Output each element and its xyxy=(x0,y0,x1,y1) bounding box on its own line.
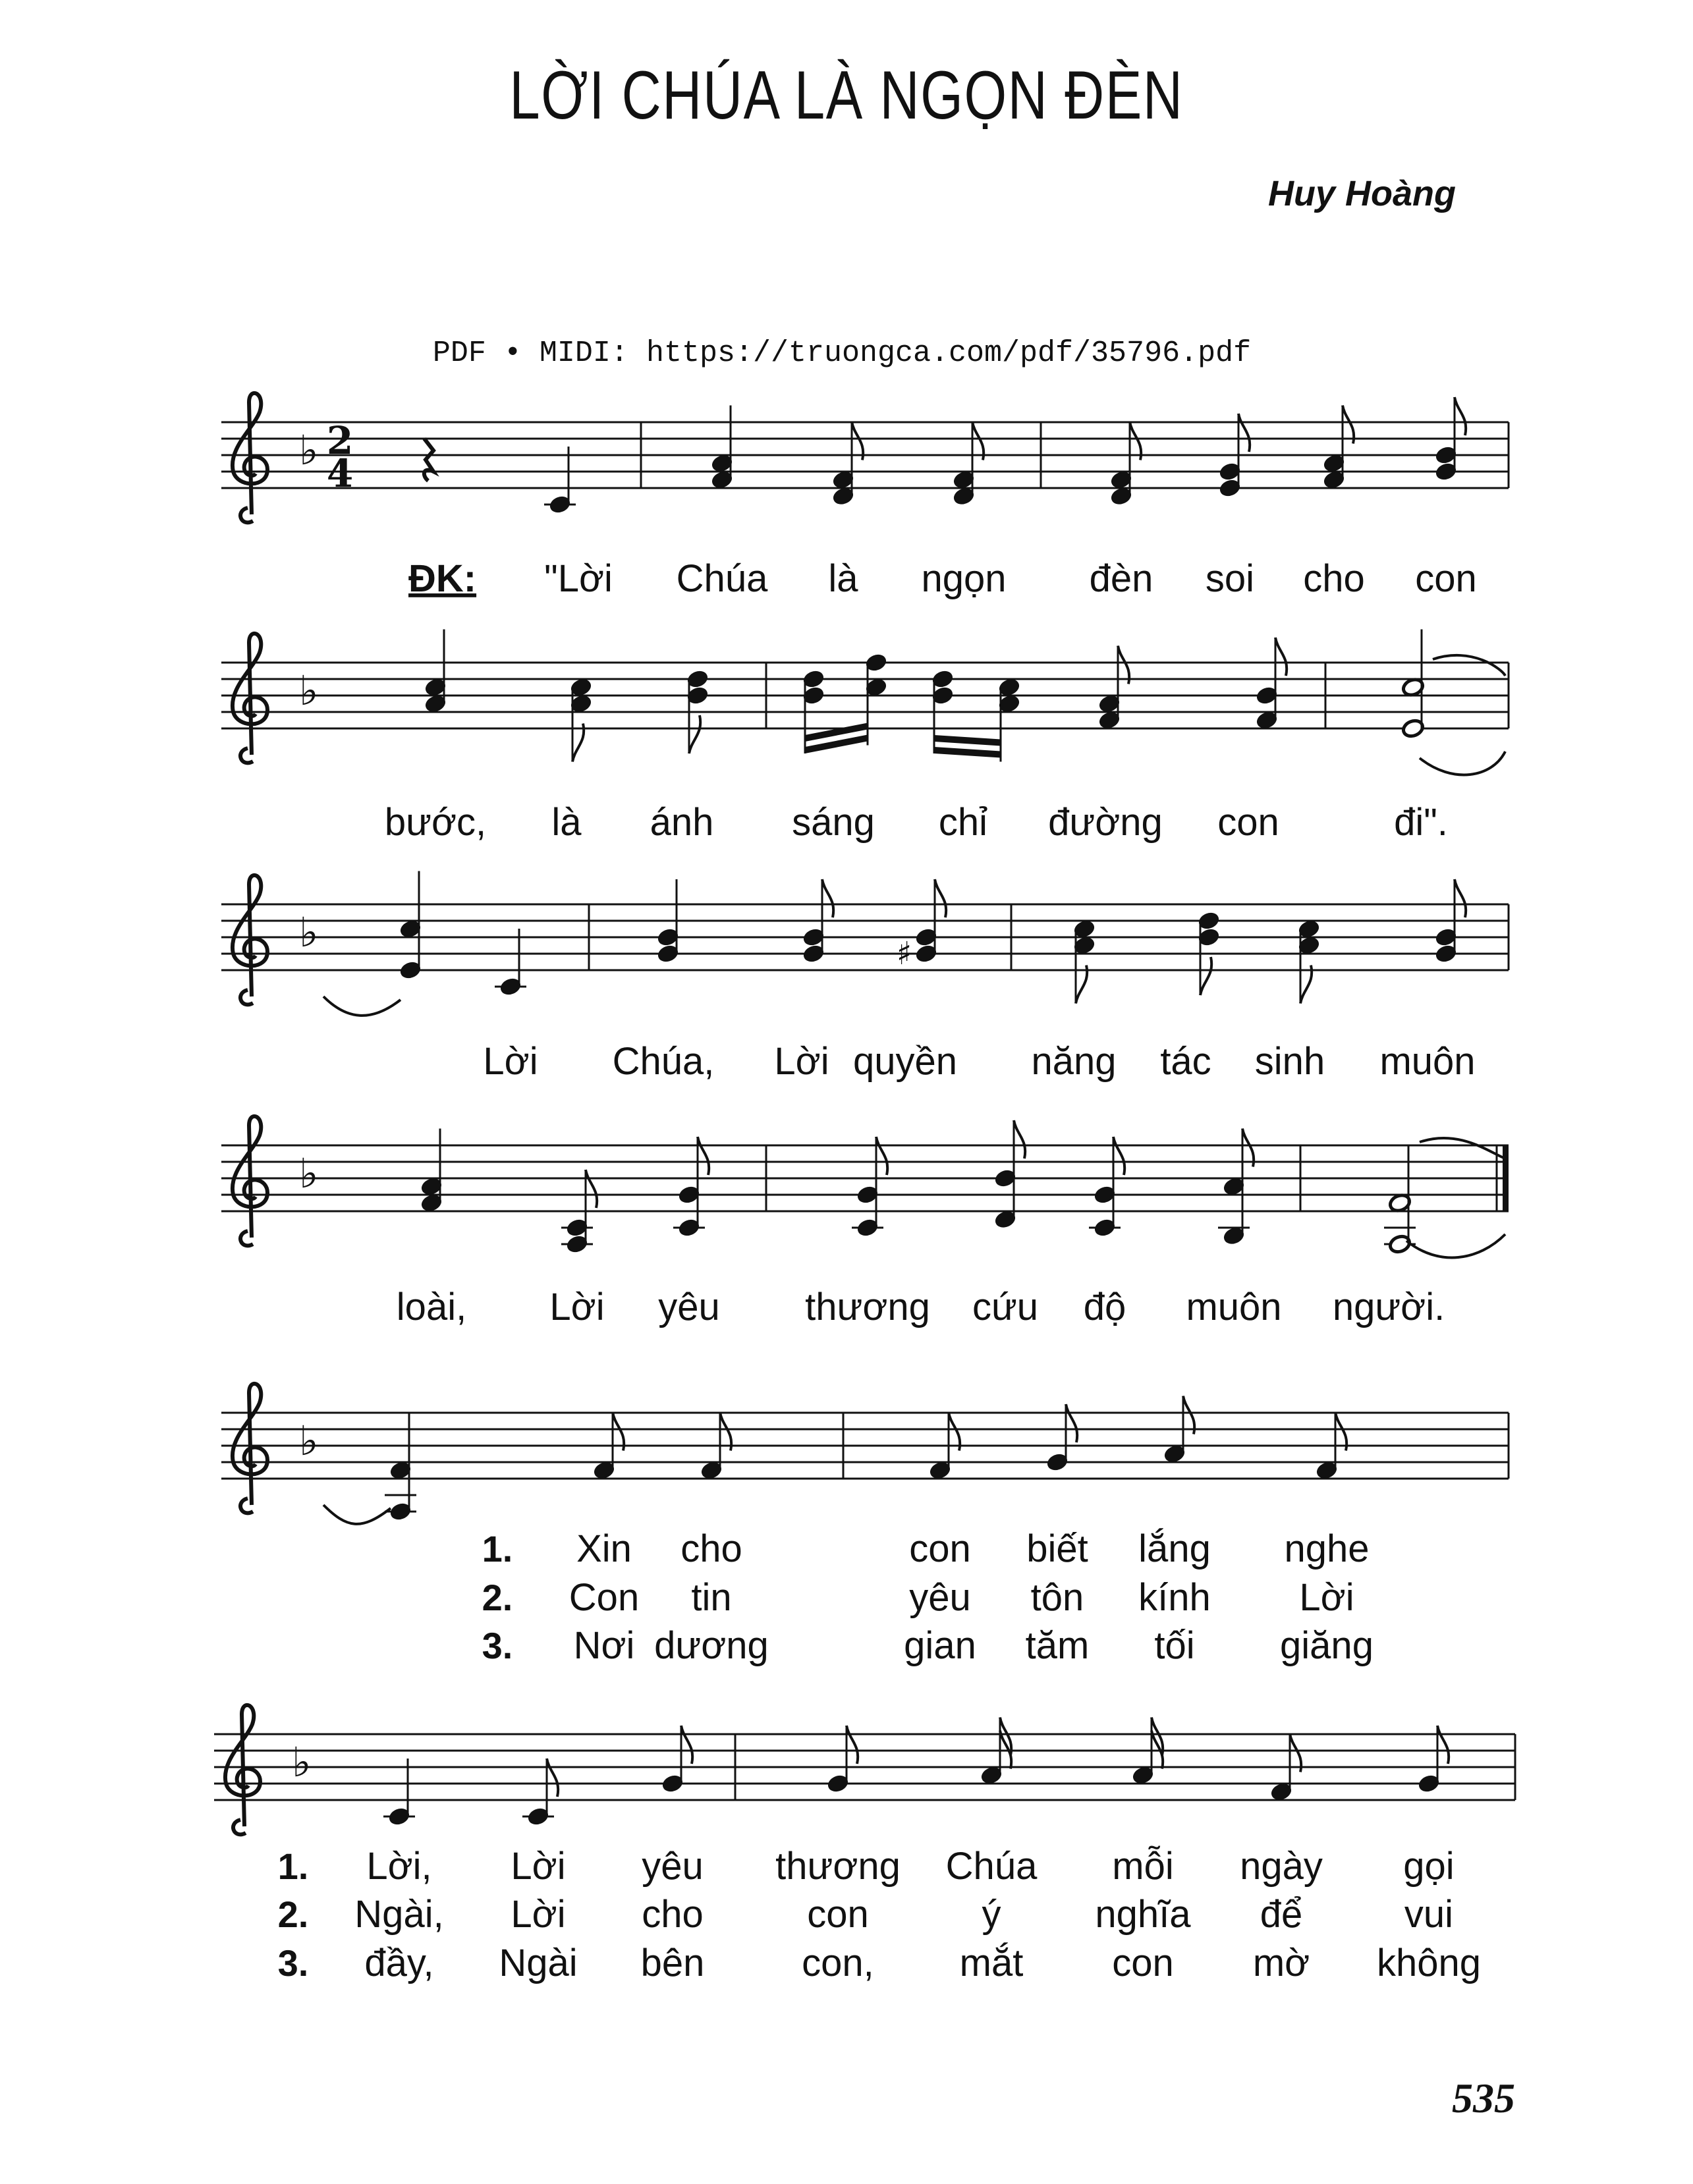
treble-clef-icon xyxy=(233,1384,267,1514)
lyric-word: loài, xyxy=(396,1286,467,1328)
quarter-rest-icon xyxy=(424,439,433,481)
lyric-word: người. xyxy=(1332,1286,1445,1328)
note-flag xyxy=(822,879,833,917)
lyric-word: đi". xyxy=(1394,801,1448,844)
lyric-word: tối xyxy=(1154,1624,1195,1667)
verse-number: 2. xyxy=(482,1577,513,1618)
note xyxy=(1297,919,1321,1004)
lyric-word: gian xyxy=(904,1624,976,1667)
note xyxy=(1089,1137,1124,1238)
note xyxy=(673,1137,709,1238)
verse-number: 1. xyxy=(482,1528,513,1570)
lyric-word: để xyxy=(1260,1893,1303,1936)
note xyxy=(424,630,447,715)
note-beam xyxy=(934,747,1001,758)
lyric-word: bước, xyxy=(384,801,487,844)
lyric-word: con xyxy=(909,1527,971,1570)
lyric-word: soi xyxy=(1205,557,1255,600)
tie-arc xyxy=(1420,1138,1505,1159)
note xyxy=(993,1120,1025,1230)
lyric-word: lắng xyxy=(1138,1527,1211,1570)
lyric-word: cho xyxy=(680,1527,742,1570)
note-beam xyxy=(934,735,1001,746)
refrain-label: ĐK: xyxy=(408,557,477,600)
verse-number: 3. xyxy=(482,1625,513,1666)
flat-key-signature: ♭ xyxy=(299,426,319,474)
note xyxy=(495,929,526,997)
lyric-word: Chúa xyxy=(945,1845,1038,1888)
lyric-word: muôn xyxy=(1186,1286,1282,1328)
lyric-word: biết xyxy=(1026,1527,1088,1570)
lyric-word: Lời xyxy=(511,1845,566,1888)
lyric-word: yêu xyxy=(642,1845,704,1888)
treble-clef-icon xyxy=(233,634,267,763)
staff xyxy=(221,393,1509,523)
lyric-word: nghĩa xyxy=(1095,1893,1191,1936)
note-flag xyxy=(1238,414,1250,452)
note-flag xyxy=(876,1137,887,1175)
note-flag xyxy=(547,1759,558,1797)
note-flag xyxy=(1455,397,1466,435)
note xyxy=(1097,646,1129,731)
note xyxy=(522,1759,558,1827)
note xyxy=(864,652,888,745)
treble-clef-icon xyxy=(225,1705,260,1835)
song-title: LỜI CHÚA LÀ NGỌN ĐÈN xyxy=(509,57,1184,134)
source-link[interactable]: PDF • MIDI: https://truongca.com/pdf/35796.pdf xyxy=(432,337,1252,370)
note-flag xyxy=(1066,1404,1077,1442)
note-flag xyxy=(586,1170,597,1208)
lyric-word: Ngài, xyxy=(354,1893,444,1936)
lyric-word: Xin xyxy=(576,1527,632,1570)
lyric-word: tăm xyxy=(1025,1624,1090,1667)
lyric-word: Lời xyxy=(774,1040,829,1083)
staff xyxy=(221,1116,1509,1258)
treble-clef-icon xyxy=(233,1116,267,1246)
note xyxy=(544,447,576,515)
time-signature-top: 2 xyxy=(326,418,354,463)
lyric-word: nghe xyxy=(1284,1527,1370,1570)
note xyxy=(710,406,734,491)
lyric-word: sinh xyxy=(1254,1040,1325,1083)
note xyxy=(952,422,984,507)
note-flag xyxy=(1275,638,1287,676)
tie-arc xyxy=(323,1505,391,1524)
lyric-word: Chúa xyxy=(676,557,768,600)
note-flag xyxy=(935,879,946,917)
note-flag xyxy=(689,715,700,753)
lyric-word: cho xyxy=(642,1893,704,1936)
lyric-word: năng xyxy=(1031,1040,1117,1083)
lyric-word: con xyxy=(1112,1942,1174,1984)
lyric-word: giăng xyxy=(1280,1624,1374,1667)
treble-clef-icon xyxy=(233,875,267,1005)
lyric-word: thương xyxy=(805,1286,930,1328)
note xyxy=(383,1759,415,1827)
tie-arc xyxy=(1433,655,1505,676)
lyric-word: gọi xyxy=(1403,1845,1455,1888)
lyric-word: ngọn xyxy=(921,557,1007,600)
lyric-word: kính xyxy=(1138,1576,1211,1619)
lyric-word: sáng xyxy=(792,801,875,844)
note xyxy=(897,879,946,972)
lyric-word: Lời xyxy=(511,1893,566,1936)
lyric-word: quyền xyxy=(852,1040,958,1083)
sharp-icon: ♯ xyxy=(897,935,912,972)
lyric-word: là xyxy=(551,801,582,844)
lyric-word: đầy, xyxy=(364,1942,434,1984)
note xyxy=(852,1137,887,1238)
verse-number: 2. xyxy=(277,1894,309,1935)
note xyxy=(399,871,422,981)
note xyxy=(831,422,863,507)
lyric-word: độ xyxy=(1083,1286,1126,1328)
lyric-word: mắt xyxy=(959,1942,1024,1984)
lyric-word: mờ xyxy=(1252,1942,1310,1984)
staff xyxy=(221,630,1509,775)
page-number: 535 xyxy=(1452,2075,1515,2121)
lyric-word: ý xyxy=(982,1893,1001,1936)
note-flag xyxy=(1200,957,1211,995)
note-flag xyxy=(1455,879,1466,917)
tie-arc xyxy=(1406,1234,1505,1257)
lyric-word: Chúa, xyxy=(612,1040,715,1083)
lyric-word: Lời xyxy=(483,1040,538,1083)
verse-number: 1. xyxy=(277,1845,309,1887)
note xyxy=(1322,406,1354,491)
note-flag xyxy=(1437,1726,1449,1764)
lyric-word: Nơi xyxy=(573,1624,635,1667)
lyric-word: vui xyxy=(1404,1893,1454,1936)
lyric-word: yêu xyxy=(909,1576,971,1619)
lyric-word: tin xyxy=(691,1576,732,1619)
note xyxy=(1109,422,1141,507)
lyric-word: đường xyxy=(1048,801,1163,844)
lyric-word: cứu xyxy=(972,1286,1039,1328)
lyric-word: tôn xyxy=(1030,1576,1084,1619)
verse-number: 3. xyxy=(277,1942,309,1984)
flat-key-signature: ♭ xyxy=(299,1149,319,1197)
lyric-word: ngày xyxy=(1240,1845,1323,1888)
note xyxy=(420,1129,443,1214)
note-flag xyxy=(1014,1120,1025,1159)
flat-key-signature: ♭ xyxy=(299,1417,319,1465)
note-flag xyxy=(698,1137,709,1175)
lyric-word: Ngài xyxy=(499,1942,578,1984)
lyric-word: cho xyxy=(1303,557,1365,600)
lyric-word: không xyxy=(1376,1942,1482,1984)
note xyxy=(569,677,593,762)
time-signature-bottom: 4 xyxy=(326,451,354,496)
lyric-word: tác xyxy=(1160,1040,1211,1083)
flat-key-signature: ♭ xyxy=(292,1738,312,1786)
lyric-word: "Lời xyxy=(544,557,613,600)
lyric-word: là xyxy=(828,557,858,600)
lyric-word: Con xyxy=(569,1576,640,1619)
lyric-word: Lời xyxy=(549,1286,605,1328)
final-bar-line-thick xyxy=(1503,1145,1509,1211)
lyric-word: muôn xyxy=(1379,1040,1476,1083)
tie-arc xyxy=(1420,751,1505,775)
lyric-word: chỉ xyxy=(938,801,988,844)
flat-key-signature: ♭ xyxy=(299,667,319,715)
composer-name: Huy Hoàng xyxy=(1267,174,1456,213)
lyric-word: mỗi xyxy=(1112,1845,1174,1888)
treble-clef-icon xyxy=(233,393,267,523)
lyric-word: Lời xyxy=(1299,1576,1354,1619)
note xyxy=(1255,638,1287,730)
note xyxy=(997,677,1021,762)
staff xyxy=(214,1705,1515,1835)
note-flag xyxy=(681,1726,692,1764)
staff xyxy=(221,1384,1509,1524)
note-flag xyxy=(1113,1137,1124,1175)
lyric-word: dương xyxy=(654,1624,769,1667)
tie-arc xyxy=(323,996,401,1016)
note xyxy=(1401,630,1425,739)
lyric-word: ánh xyxy=(650,801,714,844)
lyric-word: con, xyxy=(802,1942,874,1984)
note-flag xyxy=(846,1726,858,1764)
lyric-word: con xyxy=(1415,557,1477,600)
staff xyxy=(221,871,1509,1016)
lyric-word: thương xyxy=(775,1845,901,1888)
lyric-word: bên xyxy=(640,1942,705,1984)
lyric-word: con xyxy=(807,1893,869,1936)
note xyxy=(1072,919,1096,1004)
lyric-word: con xyxy=(1217,801,1279,844)
lyric-word: Lời, xyxy=(366,1845,432,1888)
lyric-word: yêu xyxy=(658,1286,720,1328)
lyric-word: đèn xyxy=(1089,557,1153,600)
flat-key-signature: ♭ xyxy=(299,908,319,956)
